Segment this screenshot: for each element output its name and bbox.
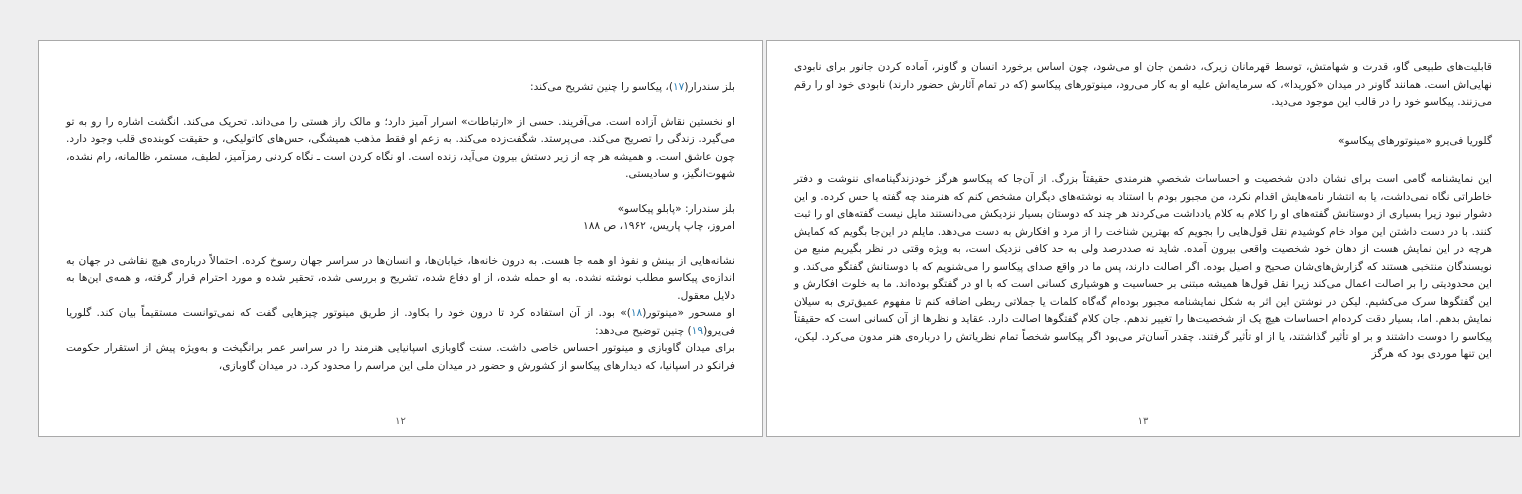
quote-source-publication: امروز، چاپ پاریس، ۱۹۶۲، ص ۱۸۸ xyxy=(583,220,735,232)
footnote-ref-17[interactable]: ۱۷ xyxy=(672,81,685,93)
paragraph-text: او مسحور «مینوتور( xyxy=(642,307,736,319)
paragraph-text: ) چنین توضیح می‌دهد: xyxy=(595,324,692,337)
body-paragraph-2 xyxy=(66,305,735,340)
body-paragraph-1: نشانه‌هایی از بینش و نفوذ او همه جا هست. به درون خانه‌ها، خیابان‌ها، و انسان‌ها در سراسر جهان رسوخ کرده. احتمالاً درباره‌ی هیچ نقاشی در جهان به اندازه‌ی پیکاسو مطلب نوشته نشده. به او حمله شده، از او دفاع شده، تشریح و بررسی شده، تحقیر شده و مورد احترام قرار گرفته، و همه‌ی این‌ها به دلایل معقول. xyxy=(66,254,735,302)
quote-source: گلوریا فی‌یرو «مینوتورهای پیکاسو» xyxy=(1338,134,1492,147)
footnote-ref-19[interactable]: ۱۹ xyxy=(691,324,704,337)
page-number: ۱۲ xyxy=(395,415,406,427)
quote-intro xyxy=(66,79,735,97)
page-12 xyxy=(38,40,763,437)
page-13 xyxy=(766,40,1520,437)
quote-source-title: بلز سندرار: «پابلو پیکاسو» xyxy=(617,202,735,215)
body-paragraph-3: این نمایشنامه گامی است برای نشان دادن شخصیت و احساسات شخصی‌ِ هنرمندی حقیقتاً بزرگ. از آن‌جا که پیکاسو هرگز خودزندگینامه‌ای ننوشت و دفتر خاطراتی نگاه نمی‌داشت، یا به انتشار نامه‌هایش اقدام نکرد، من مجبور بودم با استناد به نوشته‌های دیگران مشخص کنم که هنرمند چه گفته یا حس کرده. و این دشوار نبود زیرا بسیاری از دوستانش گفته‌های او را کلام به کلام یادداشت می‌کردند هر چند که دوستان بسیار نزدیکش می‌دانستند مایل نیست گفته‌های او را ثبت کنند. با در دست داشتن این مواد خام کوشیدم نقل قول‌هایی را بجویم که بهترین شناخت را از مرد و افکارش به دست می‌دهد. مایلم در این‌جا بگویم که کمایش هرچه در این نمایش هست از دهان خود شخصیت واقعی بیرون آمده. شاید نه صددرصد ولی به حد کافی نزدیک است، به ویژه وقتی در نظر بگیریم منبع من نویسندگان منتخبی هستند که گزارش‌های‌شان صحیح و اصیل بوده. اگر اصالت دارند، پس ما در واقع صدای پیکاسو را می‌شنویم که با دوستانش گفتگو می‌کند. و این محدودیتی را بر اصالت اعمال می‌کند زیرا نقل قول‌ها همیشه مبتنی بر حساسیت و هوشیاری کسانی است که با او در گفتگو بوده‌اند. ما به خلوت افکارش و این گفتگوها سرک می‌کشیم. لیکن در نوشتن این اثر به شکل نمایشنامه مجبور بوده‌ام گه‌گاه کلمات یا جملاتی ربطی اضافه کنم تا مفهوم عمیق‌تری به سیلان نمایش بدهم. اما، بسیار دقت کرده‌ام احساسات هیچ یک از شخصیت‌ها را تغییر ندهم. جان کلام گفتگو‌ها اصالت دارد. عقاید و نظرها از آن کسانی است که حقیقتاً پیکاسو را دوست داشتند و بر او تأثیر گذاشتند، یا از او تأثیر گرفتند. چقدر آسان‌تر می‌بود اگر پیکاسو شخصاً تمام نظریاتش را درباره‌ی هنر مدون می‌کرد. لیکن، این تنها موردی بود که هرگز xyxy=(794,173,1492,360)
cendrars-quote: او نخستین نقاش آزاده است. می‌آفریند. حسی از «ارتباطات» اسرار آمیز دارد؛ و مالک راز هستی را می‌داند. تحریک می‌کند. انگشت اشاره را رو به تو می‌گیرد. زندگی را تصریح می‌کند. می‌پرستد. شگفت‌زده می‌کند. به زعم او فقط مذهب همیشگی، حس‌های کاتولیکی، و حقیقت کوبنده‌ی قلب وجود دارد. چون عاشق است. و همیشه هر چه از زیر دستش بیرون می‌آید، زنده است. او نگاه کردن است ـ نگاه کردنی رمزآمیز، لطیف، مستمر، ظالمانه، رام نشده، شهوت‌انگیز، و سادیستی. xyxy=(66,115,735,180)
intro-text-end: )، پیکاسو را چنین تشریح می‌کند: xyxy=(530,81,673,93)
paragraph-text: )» بود. از آن استفاده کرد تا درون خود را بکاود. از طریق مینوتور چیزهایی گفت که نمی‌توانست مستقیماً بیان کند. گلوریا فی‌یرو( xyxy=(66,307,735,337)
intro-text: بلز سندرار( xyxy=(684,81,735,93)
footnote-ref-18[interactable]: ۱۸ xyxy=(630,307,643,319)
fiero-quote: برای میدان گاوبازی و مینوتور احساس خاصی داشت. سنت گاوبازی اسپانیایی هنرمند را در سراسر عمر برانگیخت و به‌ویژه پیش از استقرار حکومت فرانکو در اسپانیا، که دیدارهای پیکاسو از کشورش و حضور در میدان ملی این مراسم را محدود کرد. در میدان گاوبازی، xyxy=(66,342,735,372)
page-number: ۱۳ xyxy=(1137,415,1149,427)
fiero-quote-continued: قابلیت‌های طبیعی گاو، قدرت و شهامتش، توسط قهرمانان زیرک، دشمن جان او می‌شود، چون اساس برخورد انسان و گاونر، آماده کردن جانور برای نابودی نهایی‌اش است. همانند گاونر در میدان «کوریدا»، که سرمایه‌اش علیه او به کار می‌رود، مینوتورهای پیکاسو (که در تمام آثارش حضور دارند) نابودی خود او را رقم می‌زنند. پیکاسو خود را در قالب این موجود می‌دید. xyxy=(794,61,1492,108)
